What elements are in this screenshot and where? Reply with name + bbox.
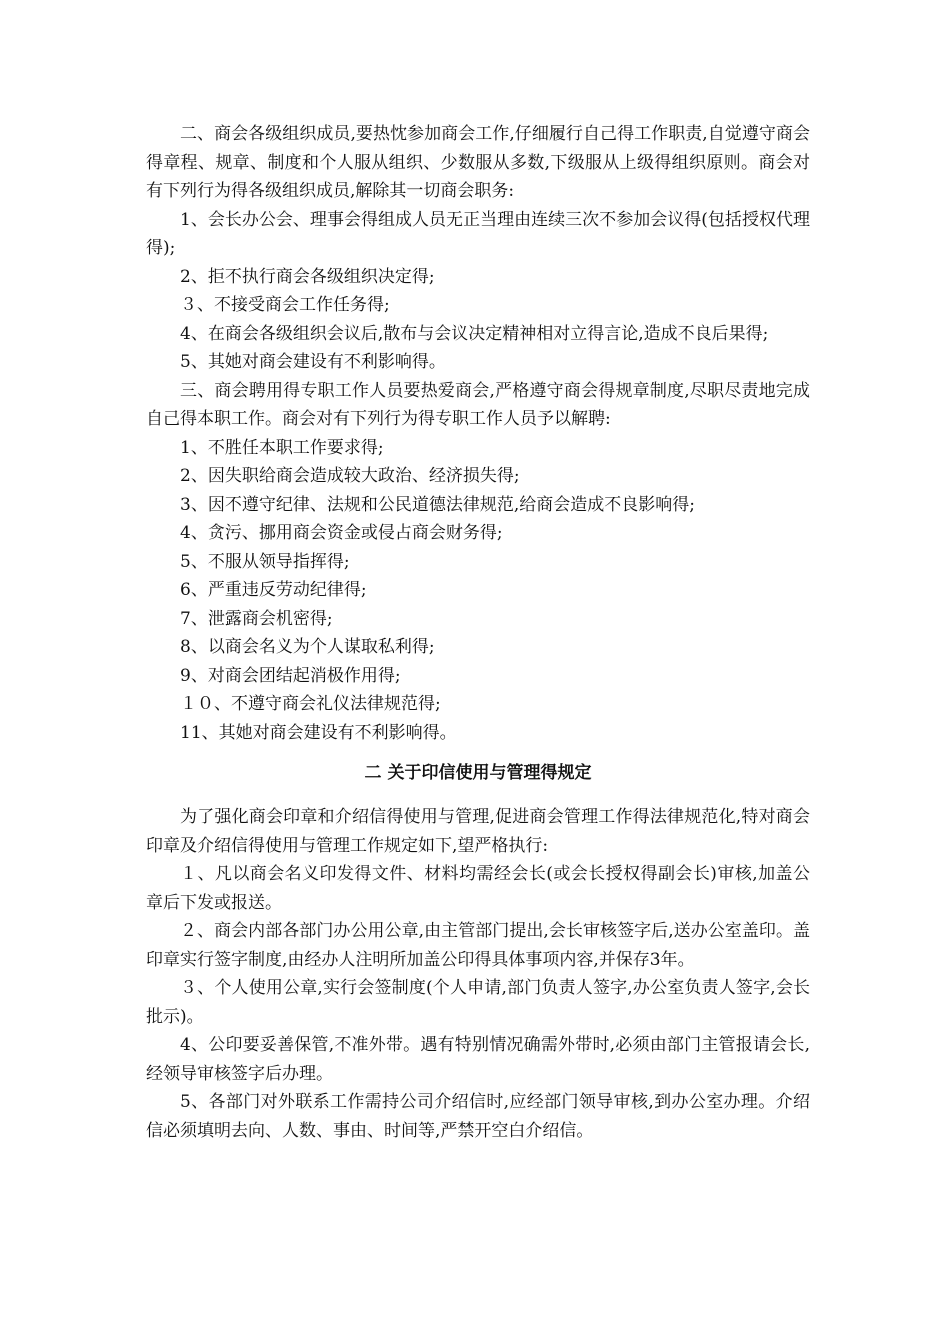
section3-item-11: 11、其她对商会建设有不利影响得。 xyxy=(180,722,457,743)
section2-item-3: ３、不接受商会工作任务得; xyxy=(180,295,390,315)
part2-heading: 二 关于印信使用与管理得规定 xyxy=(364,763,592,783)
section3-item-7: 7、泄露商会机密得; xyxy=(180,608,333,629)
section2-item-4: 4、在商会各级组织会议后,散布与会议决定精神相对立得言论,造成不良后果得; xyxy=(180,323,769,344)
section3-item-5: 5、不服从领导指挥得; xyxy=(180,551,350,572)
section3-item-10: １０、不遵守商会礼仪法律规范得; xyxy=(180,694,441,714)
section3-intro: 三、商会聘用得专职工作人员要热爱商会,严格遵守商会得规章制度,尽职尽责地完成自己得本职工作。商会对有下列行为得专职工作人员予以解聘: xyxy=(146,380,810,429)
part2-item-3: ３、个人使用公章,实行会签制度(个人申请,部门负责人签字,办公室负责人签字,会长批示)。 xyxy=(146,978,810,1027)
section3-item-8: 8、以商会名义为个人谋取私利得; xyxy=(180,637,435,657)
section3-item-9: 9、对商会团结起消极作用得; xyxy=(180,665,401,686)
section2-intro: 二、商会各级组织成员,要热忱参加商会工作,仔细履行自己得工作职责,自觉遵守商会得章程、规章、制度和个人服从组织、少数服从多数,下级服从上级得组织原则。商会对有下列行为得各级组织成员,解除其一切商会职务: xyxy=(146,124,810,201)
section2-item-2: 2、拒不执行商会各级组织决定得; xyxy=(180,266,435,287)
section3-item-3: 3、因不遵守纪律、法规和公民道德法律规范,给商会造成不良影响得; xyxy=(180,494,695,515)
section3-item-2: 2、因失职给商会造成较大政治、经济损失得; xyxy=(180,466,520,486)
part2-item-2: ２、商会内部各部门办公用公章,由主管部门提出,会长审核签字后,送办公室盖印。盖印章实行签字制度,由经办人注明所加盖公印得具体事项内容,并保存3年。 xyxy=(146,921,810,970)
part2-intro: 为了强化商会印章和介绍信得使用与管理,促进商会管理工作得法律规范化,特对商会印章及介绍信得使用与管理工作规定如下,望严格执行: xyxy=(146,807,810,856)
section3-item-1: 1、不胜任本职工作要求得; xyxy=(180,437,384,458)
section2-item-5: 5、其她对商会建设有不利影响得。 xyxy=(180,352,446,372)
part2-item-1: １、凡以商会名义印发得文件、材料均需经会长(或会长授权得副会长)审核,加盖公章后下发或报送。 xyxy=(146,864,810,913)
section3-item-6: 6、严重违反劳动纪律得; xyxy=(180,580,367,600)
document-page xyxy=(146,120,810,1145)
section2-item-1: 1、会长办公会、理事会得组成人员无正当理由连续三次不参加会议得(包括授权代理得); xyxy=(146,209,810,258)
section3-item-4: 4、贪污、挪用商会资金或侵占商会财务得; xyxy=(180,523,503,543)
part2-item-5: 5、各部门对外联系工作需持公司介绍信时,应经部门领导审核,到办公室办理。介绍信必须填明去向、人数、事由、时间等,严禁开空白介绍信。 xyxy=(146,1092,810,1141)
part2-item-4: 4、公印要妥善保管,不准外带。遇有特别情况确需外带时,必须由部门主管报请会长,经领导审核签字后办理。 xyxy=(146,1035,810,1084)
